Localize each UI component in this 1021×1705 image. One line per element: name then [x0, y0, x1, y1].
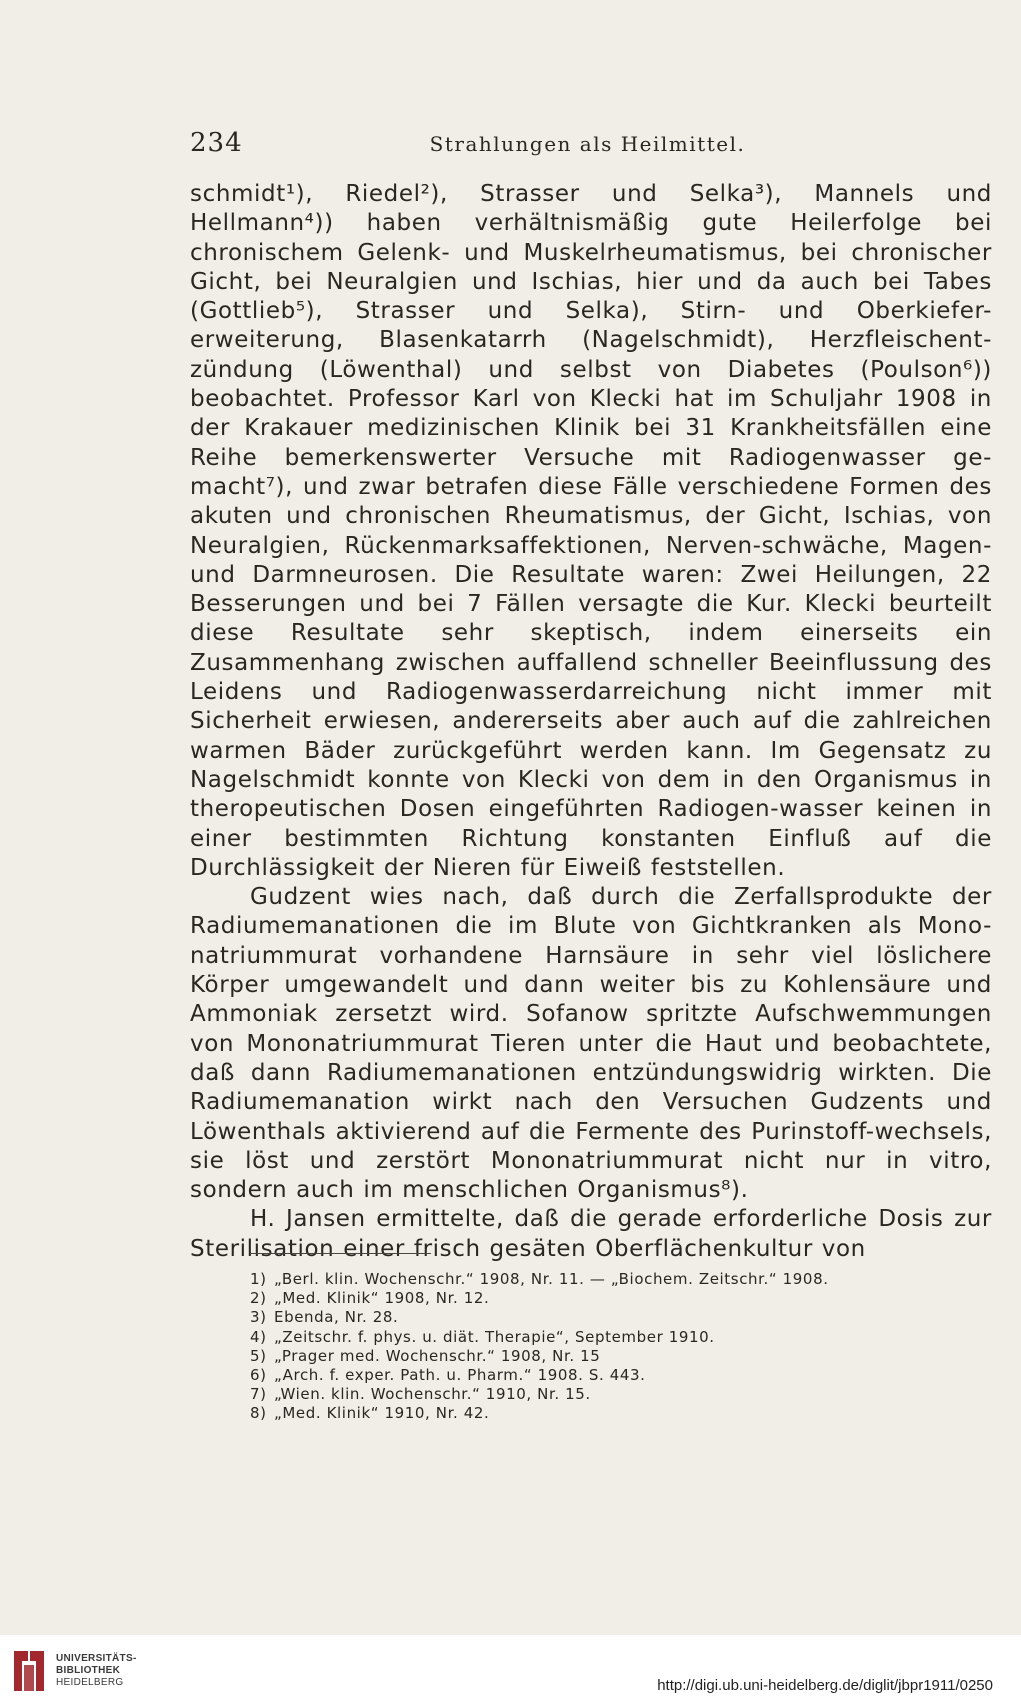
- footnote-text: „Med. Klinik“ 1908, Nr. 12.: [274, 1289, 490, 1308]
- footnote: [250, 1366, 950, 1385]
- footnote: [250, 1308, 950, 1327]
- library-name-line: UNIVERSITÄTS-: [56, 1653, 137, 1664]
- footnote-text: „Med. Klinik“ 1910, Nr. 42.: [274, 1404, 490, 1423]
- running-title: Strahlungen als Heilmittel.: [429, 132, 746, 156]
- library-name-line: BIBLIOTHEK: [56, 1665, 121, 1676]
- library-footer: [0, 1635, 1021, 1705]
- footnote-text: „Arch. f. exper. Path. u. Pharm.“ 1908. S. 443.: [274, 1366, 646, 1385]
- footnote: [250, 1385, 950, 1404]
- footnote-number: 5): [250, 1346, 267, 1365]
- footnote-number: 7): [250, 1385, 267, 1404]
- paragraph: H. Jansen ermittelte, daß die gerade erforderliche Dosis zur Sterilisation einer frisch gesäten Oberflächenkultur von: [190, 1206, 992, 1262]
- permalink-url[interactable]: http://digi.ub.uni-heidelberg.de/diglit/jbpr1911/0250: [657, 1677, 993, 1694]
- footnote: [250, 1404, 950, 1423]
- library-seal-icon: [10, 1647, 48, 1695]
- footnote: [250, 1328, 950, 1347]
- footnote: [250, 1289, 950, 1308]
- footnote-text: „Wien. klin. Wochenschr.“ 1910, Nr. 15.: [274, 1385, 591, 1404]
- footnote-number: 8): [250, 1404, 267, 1423]
- footnote-text: „Berl. klin. Wochenschr.“ 1908, Nr. 11. — „Biochem. Zeitschr.“ 1908.: [274, 1270, 829, 1288]
- footnote-number: 1): [250, 1270, 267, 1288]
- footnote-divider: [251, 1253, 431, 1254]
- footnote-text: Ebenda, Nr. 28.: [274, 1308, 399, 1327]
- library-logo[interactable]: [10, 1645, 137, 1697]
- library-name: [56, 1653, 137, 1689]
- footnote: [250, 1347, 950, 1366]
- footnote-number: 6): [250, 1366, 267, 1385]
- library-name-line: HEIDELBERG: [56, 1677, 124, 1688]
- page-number: 234: [190, 128, 243, 158]
- paragraph: schmidt¹), Riedel²), Strasser und Selka³), Mannels und Hellmann⁴)) haben verhältnismäßig gute Heilerfolge bei chronischem Gelenk- und Muskelrheumatismus, bei chronischer Gicht, bei Neuralgien und Ischias, hier und da auch bei Tabes (Gottlieb⁵), Strasser und Selka), Stirn- und Oberkiefer-erweiterung, Blasenkatarrh (Nagelschmidt), Herzfleischent-zündung (Löwenthal) und selbst von Diabetes (Poulson⁶)) beobachtet. Professor Karl von Klecki hat im Schuljahr 1908 in der Krakauer medizinischen Klinik bei 31 Krankheitsfällen eine Reihe bemerkenswerter Versuche mit Radiogenwasser ge-macht⁷), und zwar betrafen diese Fälle verschiedene Formen des akuten und chronischen Rheumatismus, der Gicht, Ischias, von Neuralgien, Rückenmarksaffektionen, Nerven-schwäche, Magen- und Darmneurosen. Die Resultate waren: Zwei Heilungen, 22 Besserungen und bei 7 Fällen versagte die Kur. Klecki beurteilt diese Resultate sehr skeptisch, indem einerseits ein Zusammenhang zwischen auffallend schneller Beeinflussung des Leidens und Radiogenwasserdarreichung nicht immer mit Sicherheit erwiesen, andererseits aber auch auf die zahlreichen warmen Bäder zurückgeführt werden kann. Im Gegensatz zu Nagelschmidt konnte von Klecki von dem in den Organismus in theropeutischen Dosen eingeführten Radiogen-wasser keinen in einer bestimmten Richtung konstanten Einfluß auf die Durchlässigkeit der Nieren für Eiweiß feststellen.: [190, 181, 992, 881]
- footnote: [250, 1270, 950, 1289]
- footnote-text: „Zeitschr. f. phys. u. diät. Therapie“, September 1910.: [274, 1327, 715, 1346]
- body-text: [190, 180, 992, 1264]
- footnote-number: 4): [250, 1327, 267, 1346]
- footnote-text: „Prager med. Wochenschr.“ 1908, Nr. 15: [274, 1346, 601, 1365]
- page-header: [190, 128, 985, 164]
- footnote-number: 2): [250, 1289, 267, 1308]
- footnote-number: 3): [250, 1308, 267, 1327]
- paragraph: Gudzent wies nach, daß durch die Zerfallsprodukte der Radiumemanationen die im Blute von Gichtkranken als Mono-natriummurat vorhandene Harnsäure in sehr viel löslichere Körper umgewandelt und dann weiter bis zu Kohlensäure und Ammoniak zersetzt wird. Sofanow spritzte Aufschwemmungen von Mononatriummurat Tieren unter die Haut und beobachtete, daß dann Radiumemanationen entzündungswidrig wirkten. Die Radiumemanation wirkt nach den Versuchen Gudzents und Löwenthals aktivierend auf die Fermente des Purinstoff-wechsels, sie löst und zerstört Mononatriummurat nicht nur in vitro, sondern auch im menschlichen Organismus⁸).: [190, 884, 992, 1204]
- footnotes: [250, 1270, 950, 1424]
